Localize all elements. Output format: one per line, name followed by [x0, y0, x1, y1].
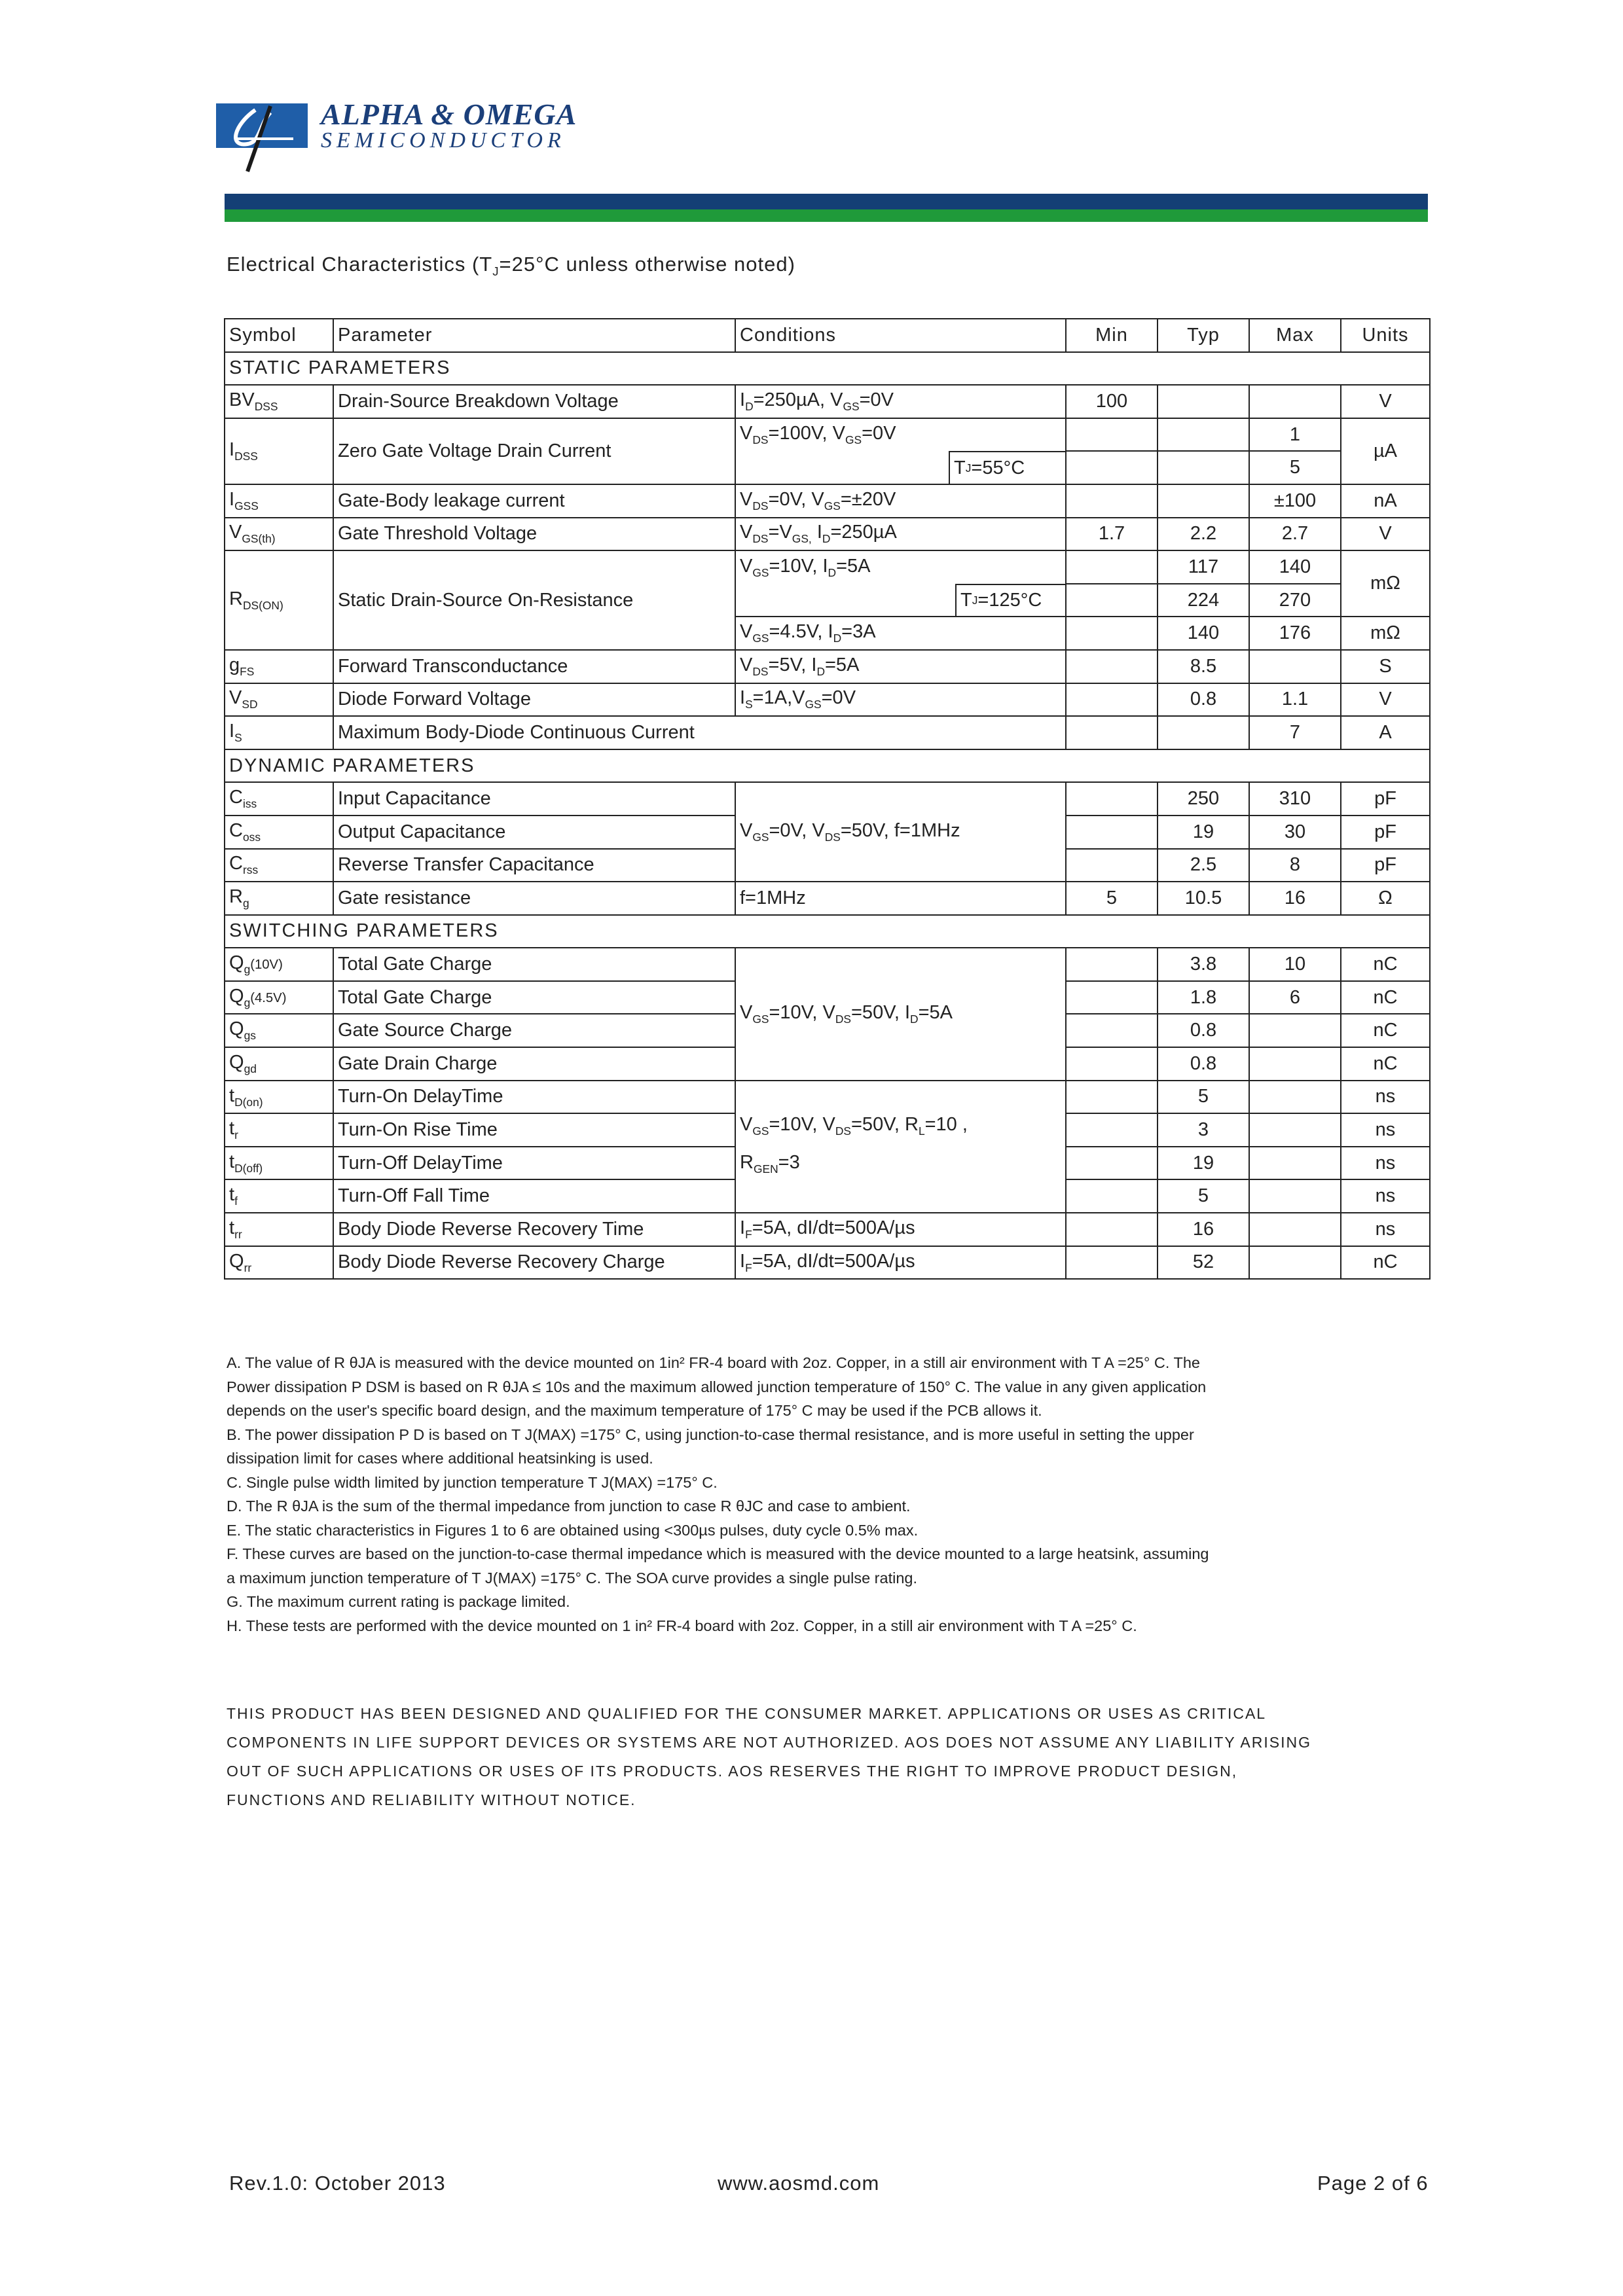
footnote-line: E. The static characteristics in Figures 1 to 6 are obtained using <300µs pulses, duty cycle 0.5% max.: [227, 1521, 919, 1539]
parameter-cell: Body Diode Reverse Recovery Time: [333, 1213, 735, 1246]
min-cell: [1066, 683, 1158, 717]
max-cell: [1249, 1113, 1341, 1147]
header-parameter: Parameter: [333, 319, 735, 352]
typ-cell: 16: [1158, 1213, 1249, 1246]
typ-cell: [1158, 484, 1249, 518]
unit-cell: ns: [1341, 1213, 1430, 1246]
min-cell: [1066, 418, 1158, 452]
website-link[interactable]: www.aosmd.com: [718, 2172, 880, 2195]
parameter-cell: Gate Source Charge: [333, 1014, 735, 1047]
unit-cell: nC: [1341, 948, 1430, 981]
symbol-cell: $C_{oss}$: [225, 816, 333, 849]
min-cell: [1066, 716, 1158, 749]
typ-cell: 8.5: [1158, 650, 1249, 683]
min-cell: [1066, 1113, 1158, 1147]
parameter-cell: Gate-Body leakage current: [333, 484, 735, 518]
min-cell: [1066, 1047, 1158, 1081]
header-band-blue: [225, 194, 1428, 209]
symbol-cell: $Q_g(4.5V)$: [225, 981, 333, 1014]
disclaimer-line: THIS PRODUCT HAS BEEN DESIGNED AND QUALIFIED FOR THE CONSUMER MARKET. APPLICATIONS OR USES AS CRITICAL: [227, 1705, 1267, 1722]
table-row: [225, 550, 1430, 584]
max-cell: [1249, 1081, 1341, 1114]
max-cell: 30: [1249, 816, 1341, 849]
min-cell: [1066, 1246, 1158, 1280]
max-cell: 2.7: [1249, 518, 1341, 551]
min-cell: [1066, 1014, 1158, 1047]
typ-cell: [1158, 385, 1249, 418]
unit-cell: nA: [1341, 484, 1430, 518]
parameter-cell: Gate Threshold Voltage: [333, 518, 735, 551]
max-cell: 1: [1249, 418, 1341, 452]
table-header-row: [225, 319, 1430, 352]
min-cell: 5: [1066, 882, 1158, 915]
conditions-cell: $I_D=250\mu A$, $V_{GS}=0V$: [735, 385, 1066, 418]
conditions-cell: $V_{GS}=0V$, $V_{DS}=50V$, f=1MHz: [735, 782, 1066, 882]
unit-cell: V: [1341, 683, 1430, 717]
table-row: [225, 1081, 1430, 1114]
footnote-line: A. The value of R θJA is measured with the device mounted on 1in² FR-4 board with 2oz. Copper, in a still air environment with T A =25° C. The: [227, 1354, 1200, 1371]
table-row: [225, 484, 1430, 518]
conditions-cell: $I_F=5A$, dI/dt=500A/µs: [735, 1213, 1066, 1246]
symbol-cell: $Q_{rr}$: [225, 1246, 333, 1280]
symbol-cell: $R_g$: [225, 882, 333, 915]
header-units: Units: [1341, 319, 1430, 352]
parameter-cell: Gate resistance: [333, 882, 735, 915]
symbol-cell: $C_{iss}$: [225, 782, 333, 816]
parameter-cell: Gate Drain Charge: [333, 1047, 735, 1081]
tj-condition: T J =125°C: [955, 584, 1065, 617]
typ-cell: 19: [1158, 1147, 1249, 1180]
section-row-dynamic: [225, 749, 1430, 783]
conditions-cell: f=1MHz: [735, 882, 1066, 915]
max-cell: 310: [1249, 782, 1341, 816]
table-caption: Electrical Characteristics ($T_J=25^\circ C$ unless otherwise noted): [227, 253, 795, 279]
footnote-line: B. The power dissipation P D is based on T J(MAX) =175° C, using junction-to-case thermal resistance, and is more useful in setting the upper: [227, 1426, 1194, 1443]
symbol-cell: $BV_{DSS}$: [225, 385, 333, 418]
table-row: [225, 782, 1430, 816]
header-symbol: Symbol: [225, 319, 333, 352]
max-cell: [1249, 1014, 1341, 1047]
unit-cell: ns: [1341, 1113, 1430, 1147]
unit-cell: A: [1341, 716, 1430, 749]
max-cell: 176: [1249, 617, 1341, 650]
max-cell: 1.1: [1249, 683, 1341, 717]
table-row: [225, 418, 1430, 452]
min-cell: [1066, 484, 1158, 518]
conditions-cell: $V_{DS}=100V$, $V_{GS}=0V$: [735, 418, 1066, 452]
conditions-cell: $V_{GS}=10V$, $V_{DS}=50V$, $R_L=10$ , $R_{GEN}=3$: [735, 1081, 1066, 1213]
tj-condition: T J =55°C: [949, 451, 1065, 484]
typ-cell: 117: [1158, 550, 1249, 584]
conditions-cell: $I_S=1A,V_{GS}=0V$: [735, 683, 1066, 717]
symbol-cell: $I_{GSS}$: [225, 484, 333, 518]
revision-label: Rev.1.0: October 2013: [229, 2172, 446, 2195]
typ-cell: 5: [1158, 1179, 1249, 1213]
parameter-cell: Forward Transconductance: [333, 650, 735, 683]
conditions-cell: $V_{DS}=0V$, $V_{GS}=\pm 20V$: [735, 484, 1066, 518]
max-cell: [1249, 385, 1341, 418]
min-cell: [1066, 782, 1158, 816]
symbol-cell: $g_{FS}$: [225, 650, 333, 683]
disclaimer-line: OUT OF SUCH APPLICATIONS OR USES OF ITS PRODUCTS. AOS RESERVES THE RIGHT TO IMPROVE PRODUCT DESIGN,: [227, 1763, 1238, 1780]
parameter-cell: Turn-On Rise Time: [333, 1113, 735, 1147]
min-cell: [1066, 849, 1158, 882]
symbol-cell: $I_S$: [225, 716, 333, 749]
table-row: [225, 518, 1430, 551]
table-row: [225, 1213, 1430, 1246]
typ-cell: 2.5: [1158, 849, 1249, 882]
typ-cell: 1.8: [1158, 981, 1249, 1014]
max-cell: [1249, 1246, 1341, 1280]
typ-cell: 224: [1158, 584, 1249, 617]
table-row: [225, 385, 1430, 418]
section-switching: SWITCHING PARAMETERS: [225, 915, 1430, 948]
section-static: STATIC PARAMETERS: [225, 352, 1430, 386]
conditions-cell: $V_{DS}=5V$, $I_D=5A$: [735, 650, 1066, 683]
unit-cell: ns: [1341, 1147, 1430, 1180]
symbol-cell: $C_{rss}$: [225, 849, 333, 882]
table-row: [225, 650, 1430, 683]
typ-cell: 19: [1158, 816, 1249, 849]
min-cell: [1066, 451, 1158, 484]
unit-cell: mΩ: [1341, 617, 1430, 650]
brand-name: ALPHA & OMEGA: [321, 98, 577, 131]
brand-subtitle: SEMICONDUCTOR: [321, 128, 566, 152]
section-row-switching: [225, 915, 1430, 948]
symbol-cell: $Q_g(10V)$: [225, 948, 333, 981]
table-row: [225, 1246, 1430, 1280]
unit-cell: pF: [1341, 816, 1430, 849]
min-cell: [1066, 1179, 1158, 1213]
disclaimer-line: COMPONENTS IN LIFE SUPPORT DEVICES OR SYSTEMS ARE NOT AUTHORIZED. AOS DOES NOT ASSUME ANY LIABILITY ARISING: [227, 1734, 1311, 1751]
table-row: [225, 882, 1430, 915]
parameter-cell: Static Drain-Source On-Resistance: [333, 550, 735, 650]
table-row: [225, 716, 1430, 749]
header-band-green: [225, 209, 1428, 222]
section-row-static: [225, 352, 1430, 386]
max-cell: [1249, 1179, 1341, 1213]
parameter-cell: Output Capacitance: [333, 816, 735, 849]
typ-cell: 140: [1158, 617, 1249, 650]
max-cell: [1249, 1213, 1341, 1246]
unit-cell: V: [1341, 518, 1430, 551]
parameter-cell: Zero Gate Voltage Drain Current: [333, 418, 735, 484]
typ-cell: [1158, 716, 1249, 749]
footnote-line: D. The R θJA is the sum of the thermal impedance from junction to case R θJC and case to ambient.: [227, 1498, 911, 1515]
electrical-characteristics-table: [224, 318, 1431, 1280]
conditions-cell: [735, 451, 1066, 484]
unit-cell: Ω: [1341, 882, 1430, 915]
symbol-cell: $V_{SD}$: [225, 683, 333, 717]
min-cell: [1066, 617, 1158, 650]
typ-cell: 250: [1158, 782, 1249, 816]
symbol-cell: $t_{D(off)}$: [225, 1147, 333, 1180]
typ-cell: 2.2: [1158, 518, 1249, 551]
unit-cell: V: [1341, 385, 1430, 418]
footnote-line: F. These curves are based on the junction-to-case thermal impedance which is measured with the device mounted to a large heatsink, assuming: [227, 1545, 1209, 1562]
min-cell: [1066, 650, 1158, 683]
max-cell: 10: [1249, 948, 1341, 981]
symbol-cell: $t_{rr}$: [225, 1213, 333, 1246]
parameter-cell: Turn-Off DelayTime: [333, 1147, 735, 1180]
footnote-line: Power dissipation P DSM is based on R θJA ≤ 10s and the maximum allowed junction temperature of 150° C. The value in any given application: [227, 1378, 1207, 1395]
unit-cell: nC: [1341, 1246, 1430, 1280]
max-cell: [1249, 1047, 1341, 1081]
symbol-cell: $R_{DS(ON)}$: [225, 550, 333, 650]
min-cell: [1066, 1147, 1158, 1180]
min-cell: [1066, 1213, 1158, 1246]
typ-cell: 0.8: [1158, 1047, 1249, 1081]
parameter-cell: Drain-Source Breakdown Voltage: [333, 385, 735, 418]
unit-cell: nC: [1341, 1047, 1430, 1081]
max-cell: 16: [1249, 882, 1341, 915]
min-cell: [1066, 1081, 1158, 1114]
min-cell: 100: [1066, 385, 1158, 418]
max-cell: 140: [1249, 550, 1341, 584]
min-cell: [1066, 584, 1158, 617]
parameter-cell: Maximum Body-Diode Continuous Current: [333, 716, 1066, 749]
typ-cell: [1158, 418, 1249, 452]
symbol-cell: $t_f$: [225, 1179, 333, 1213]
typ-cell: 3.8: [1158, 948, 1249, 981]
footnote-line: G. The maximum current rating is package limited.: [227, 1593, 570, 1610]
min-cell: [1066, 981, 1158, 1014]
parameter-cell: Input Capacitance: [333, 782, 735, 816]
conditions-cell: [735, 584, 1066, 617]
max-cell: ±100: [1249, 484, 1341, 518]
typ-cell: 0.8: [1158, 683, 1249, 717]
footnote-line: C. Single pulse width limited by junction temperature T J(MAX) =175° C.: [227, 1473, 718, 1491]
footnote-line: a maximum junction temperature of T J(MAX) =175° C. The SOA curve provides a single pulse rating.: [227, 1569, 917, 1587]
max-cell: 5: [1249, 451, 1341, 484]
symbol-cell: $t_{D(on)}$: [225, 1081, 333, 1114]
conditions-cell: $V_{DS}=V_{GS,}$ $I_D=250\mu A$: [735, 518, 1066, 551]
unit-cell: S: [1341, 650, 1430, 683]
max-cell: [1249, 650, 1341, 683]
typ-cell: [1158, 451, 1249, 484]
unit-cell: µA: [1341, 418, 1430, 484]
header-conditions: Conditions: [735, 319, 1066, 352]
parameter-cell: Total Gate Charge: [333, 948, 735, 981]
symbol-cell: $V_{GS(th)}$: [225, 518, 333, 551]
table-row: [225, 683, 1430, 717]
unit-cell: pF: [1341, 782, 1430, 816]
max-cell: 7: [1249, 716, 1341, 749]
alpha-omega-logo-icon: [208, 98, 339, 177]
parameter-cell: Turn-Off Fall Time: [333, 1179, 735, 1213]
parameter-cell: Total Gate Charge: [333, 981, 735, 1014]
unit-cell: nC: [1341, 981, 1430, 1014]
symbol-cell: $t_r$: [225, 1113, 333, 1147]
parameter-cell: Turn-On DelayTime: [333, 1081, 735, 1114]
max-cell: [1249, 1147, 1341, 1180]
symbol-cell: $I_{DSS}$: [225, 418, 333, 484]
conditions-cell: $V_{GS}=10V$, $V_{DS}=50V$, $I_D=5A$: [735, 948, 1066, 1080]
min-cell: [1066, 948, 1158, 981]
max-cell: 6: [1249, 981, 1341, 1014]
min-cell: [1066, 816, 1158, 849]
symbol-cell: $Q_{gs}$: [225, 1014, 333, 1047]
typ-cell: 52: [1158, 1246, 1249, 1280]
typ-cell: 3: [1158, 1113, 1249, 1147]
header-min: Min: [1066, 319, 1158, 352]
min-cell: [1066, 550, 1158, 584]
footnote-line: depends on the user's specific board design, and the maximum temperature of 175° C may be used if the PCB allows it.: [227, 1402, 1042, 1419]
disclaimer-line: FUNCTIONS AND RELIABILITY WITHOUT NOTICE.: [227, 1791, 636, 1808]
unit-cell: nC: [1341, 1014, 1430, 1047]
typ-cell: 5: [1158, 1081, 1249, 1114]
typ-cell: 0.8: [1158, 1014, 1249, 1047]
header-max: Max: [1249, 319, 1341, 352]
parameter-cell: Diode Forward Voltage: [333, 683, 735, 717]
footnote-line: dissipation limit for cases where additional heatsinking is used.: [227, 1450, 653, 1467]
conditions-cell: $V_{GS}=4.5V$, $I_D=3A$: [735, 617, 1066, 650]
unit-cell: ns: [1341, 1081, 1430, 1114]
conditions-cell: $V_{GS}=10V$, $I_D=5A$: [735, 550, 1066, 584]
disclaimer: [227, 1699, 1425, 1814]
page-number: Page 2 of 6: [1317, 2172, 1429, 2195]
typ-cell: 10.5: [1158, 882, 1249, 915]
header-typ: Typ: [1158, 319, 1249, 352]
parameter-cell: Reverse Transfer Capacitance: [333, 849, 735, 882]
unit-cell: pF: [1341, 849, 1430, 882]
symbol-cell: $Q_{gd}$: [225, 1047, 333, 1081]
max-cell: 270: [1249, 584, 1341, 617]
conditions-cell: $I_F=5A$, dI/dt=500A/µs: [735, 1246, 1066, 1280]
max-cell: 8: [1249, 849, 1341, 882]
unit-cell: mΩ: [1341, 550, 1430, 617]
section-dynamic: DYNAMIC PARAMETERS: [225, 749, 1430, 783]
table-row: [225, 948, 1430, 981]
min-cell: 1.7: [1066, 518, 1158, 551]
footnote-line: H. These tests are performed with the device mounted on 1 in² FR-4 board with 2oz. Copper, in a still air environment with T A =25° C.: [227, 1617, 1137, 1634]
footnotes: [227, 1351, 1425, 1638]
parameter-cell: Body Diode Reverse Recovery Charge: [333, 1246, 735, 1280]
unit-cell: ns: [1341, 1179, 1430, 1213]
